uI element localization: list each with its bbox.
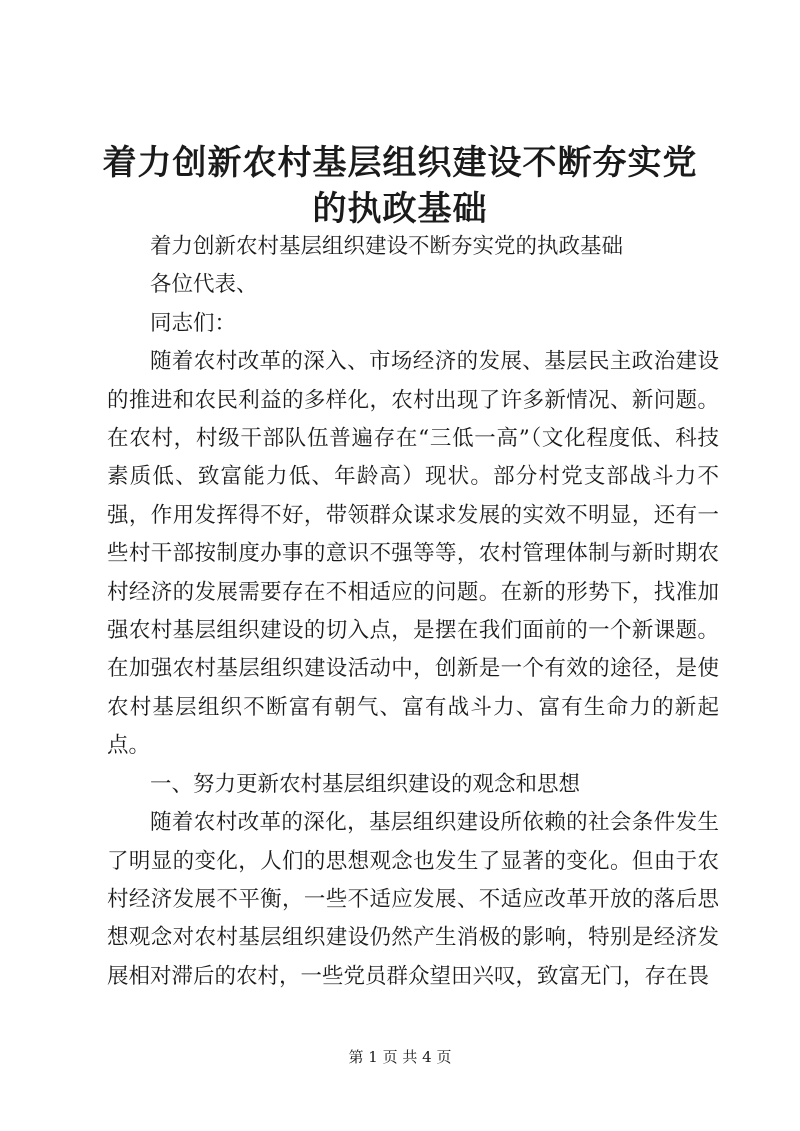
- page-footer: 第 1 页 共 4 页: [348, 1048, 452, 1066]
- document-body: [107, 228, 719, 996]
- body-paragraph-salutation-1: 各位代表、: [150, 272, 258, 298]
- body-paragraph-intro: 随着农村改革的深入、市场经济的发展、基层民主政治建设的推进和农民利益的多样化，农村出现了许多新情况、新问题。在农村，村级干部队伍普遍存在“三低一高”（文化程度低、科技素质低、致富能力低、年龄高）现状。部分村党支部战斗力不强，作用发挥得不好，带领群众谋求发展的实效不明显，还有一些村干部按制度办事的意识不强等等，农村管理体制与新时期农村经济的发展需要存在不相适应的问题。在新的形势下，找准加强农村基层组织建设的切入点，是摆在我们面前的一个新课题。在加强农村基层组织建设活动中，创新是一个有效的途径，是使农村基层组织不断富有朝气、富有战斗力、富有生命力的新起点。: [107, 349, 719, 759]
- document-title: 着力创新农村基层组织建设不断夯实党的执政基础: [102, 143, 698, 229]
- body-paragraph-salutation-2: 同志们：: [150, 310, 237, 336]
- body-paragraph-section-1: 随着农村改革的深化，基层组织建设所依赖的社会条件发生了明显的变化，人们的思想观念也发生了显著的变化。但由于农村经济发展不平衡，一些不适应发展、不适应改革开放的落后思想观念对农村基层组织建设仍然产生消极的影响，特别是经济发展相对滞后的农村，一些党员群众望田兴叹，致富无门，存在畏: [107, 810, 719, 989]
- body-paragraph-subtitle: 着力创新农村基层组织建设不断夯实党的执政基础: [150, 234, 624, 259]
- section-heading-1: 一、努力更新农村基层组织建设的观念和思想: [150, 771, 581, 797]
